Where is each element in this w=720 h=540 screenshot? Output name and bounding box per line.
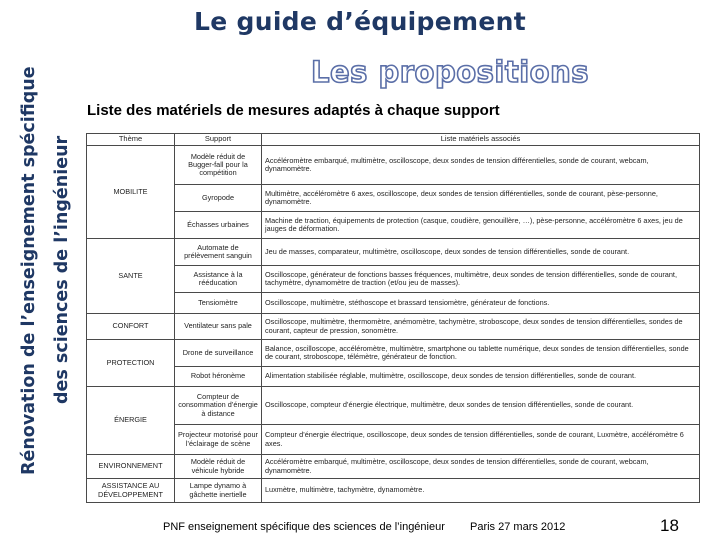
theme-cell: ENVIRONNEMENT	[87, 455, 175, 479]
support-cell: Lampe dynamo à gâchette inertielle	[175, 479, 262, 503]
header-theme: Thème	[87, 134, 175, 146]
support-cell: Échasses urbaines	[175, 212, 262, 239]
support-cell: Modèle réduit de Bugger-fall pour la compétition	[175, 146, 262, 185]
table-row	[87, 239, 700, 266]
theme-cell: CONFORT	[87, 314, 175, 340]
table-row	[87, 212, 700, 239]
footer-text: PNF enseignement spécifique des sciences de l’ingénieur	[163, 521, 445, 533]
list-cell: Machine de traction, équipements de protection (casque, coudière, genouillère, …), pèse-personne, accéléromètre 6 axes, jeu de jauges de déformation.	[262, 212, 700, 239]
table-row	[87, 425, 700, 455]
list-cell: Compteur d’énergie électrique, oscilloscope, deux sondes de tension différentielles, sonde de courant, Luxmètre, accéléromètre 6 axes.	[262, 425, 700, 455]
list-cell: Jeu de masses, comparateur, multimètre, oscilloscope, deux sondes de tension différentielles, sonde de courant.	[262, 239, 700, 266]
table-row	[87, 340, 700, 367]
table-row	[87, 293, 700, 314]
theme-cell: ÉNERGIE	[87, 387, 175, 455]
header-list: Liste matériels associés	[262, 134, 700, 146]
list-cell: Luxmètre, multimètre, tachymètre, dynamomètre.	[262, 479, 700, 503]
theme-cell: ASSISTANCE AU DÉVELOPPEMENT	[87, 479, 175, 503]
list-cell: Oscilloscope, compteur d’énergie électrique, multimètre, deux sondes de tension différentielles, sonde de courant.	[262, 387, 700, 425]
theme-cell: PROTECTION	[87, 340, 175, 387]
table-row	[87, 367, 700, 387]
vertical-side-title	[0, 0, 88, 480]
footer-place-date: Paris 27 mars 2012	[470, 521, 566, 533]
slide-title: Le guide d’équipement	[194, 7, 526, 36]
header-support: Support	[175, 134, 262, 146]
list-cell: Balance, oscilloscope, accéléromètre, multimètre, smartphone ou tablette numérique, deux sondes de tension différentielles, sonde de courant, stroboscope, télémètre, générateur de fonction.	[262, 340, 700, 367]
support-cell: Gyropode	[175, 185, 262, 212]
table-row	[87, 314, 700, 340]
side-title-line-2: des sciences de l’ingénieur	[52, 135, 72, 404]
table-row	[87, 387, 700, 425]
support-cell: Tensiomètre	[175, 293, 262, 314]
table-row	[87, 266, 700, 293]
list-cell: Accéléromètre embarqué, multimètre, oscilloscope, deux sondes de tension différentielles, sonde de courant, webcam, dynamomètre.	[262, 455, 700, 479]
table-header-row	[87, 134, 700, 146]
page-number: 18	[660, 516, 679, 535]
list-cell: Alimentation stabilisée réglable, multimètre, oscilloscope, deux sondes de tension différentielles, sonde de courant.	[262, 367, 700, 387]
support-cell: Modèle réduit de véhicule hybride	[175, 455, 262, 479]
table-row	[87, 455, 700, 479]
list-cell: Multimètre, accéléromètre 6 axes, oscilloscope, deux sondes de tension différentielles, sonde de courant, pèse-personne, dynamomètre.	[262, 185, 700, 212]
table-row	[87, 146, 700, 185]
support-cell: Automate de prélèvement sanguin	[175, 239, 262, 266]
support-cell: Robot héronème	[175, 367, 262, 387]
theme-cell: SANTE	[87, 239, 175, 314]
support-cell: Drone de surveillance	[175, 340, 262, 367]
support-cell: Assistance à la rééducation	[175, 266, 262, 293]
list-cell: Accéléromètre embarqué, multimètre, oscilloscope, deux sondes de tension différentielles, sonde de courant, webcam, dynamomètre.	[262, 146, 700, 185]
slide-subtitle: Les propositions	[310, 55, 589, 89]
support-cell: Projecteur motorisé pour l’éclairage de scène	[175, 425, 262, 455]
support-cell: Compteur de consommation d’énergie à distance	[175, 387, 262, 425]
theme-cell: MOBILITE	[87, 146, 175, 239]
list-cell: Oscilloscope, multimètre, thermomètre, anémomètre, tachymètre, stroboscope, deux sondes de tension différentielles, sondes de courant, capteur de pression, sonomètre.	[262, 314, 700, 340]
side-title-line-1: Rénovation de l’enseignement spécifique	[19, 66, 39, 475]
table-row	[87, 185, 700, 212]
table-caption: Liste des matériels de mesures adaptés à chaque support	[87, 102, 500, 119]
list-cell: Oscilloscope, multimètre, stéthoscope et brassard tensiomètre, générateur de fonctions.	[262, 293, 700, 314]
equipment-table	[86, 133, 700, 503]
table-row	[87, 479, 700, 503]
list-cell: Oscilloscope, générateur de fonctions basses fréquences, multimètre, deux sondes de tension différentielles, sonde de courant, tachymètre, dynamomètre de traction (et/ou jeu de masses).	[262, 266, 700, 293]
support-cell: Ventilateur sans pale	[175, 314, 262, 340]
